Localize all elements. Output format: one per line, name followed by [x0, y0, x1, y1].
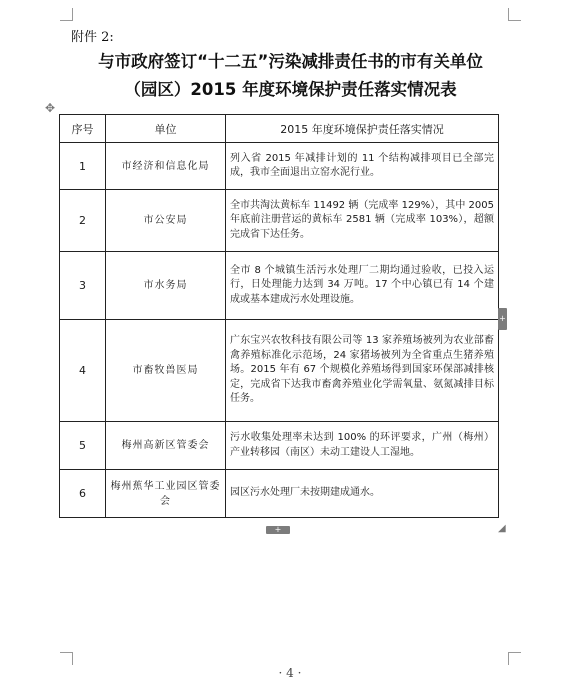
table-row [60, 143, 499, 190]
row-status: 污水收集处理率未达到 100% 的环评要求，广州（梅州）产业转移园（南区）未动工建设人工湿地。 [226, 422, 499, 470]
row-seq: 3 [60, 252, 106, 320]
row-unit: 市公安局 [106, 190, 226, 252]
table-row [60, 190, 499, 252]
row-unit: 梅州高新区管委会 [106, 422, 226, 470]
table-row [60, 320, 499, 422]
row-status: 全市共淘汰黄标车 11492 辆（完成率 129%），其中 2005 年底前注册营运的黄标车 2581 辆（完成率 103%），超额完成省下达任务。 [226, 190, 499, 252]
header-seq: 序号 [60, 115, 106, 143]
table-header-row [60, 115, 499, 143]
add-column-icon[interactable]: + [266, 526, 290, 534]
attachment-label: 附件 2: [71, 30, 114, 45]
row-status: 全市 8 个城镇生活污水处理厂二期均通过验收，已投入运行，日处理能力达到 34 万吨。17 个中心镇已有 14 个建成或基本建成污水处理设施。 [226, 252, 499, 320]
table-row [60, 252, 499, 320]
document-title-line1: 与市政府签订“十二五”污染减排责任书的市有关单位 [98, 52, 483, 71]
row-unit: 市经济和信息化局 [106, 143, 226, 190]
page-corner-bottom-left [60, 652, 73, 665]
page-corner-bottom-right [508, 652, 521, 665]
document-title-line2: （园区）2015 年度环境保护责任落实情况表 [124, 80, 457, 99]
page-number: · 4 · [278, 666, 302, 680]
table-row [60, 422, 499, 470]
row-unit: 市水务局 [106, 252, 226, 320]
page-corner-top-right [508, 8, 521, 21]
header-unit: 单位 [106, 115, 226, 143]
row-seq: 6 [60, 470, 106, 518]
row-seq: 4 [60, 320, 106, 422]
row-status: 广东宝兴农牧科技有限公司等 13 家养殖场被列为农业部畜禽养殖标准化示范场，24 家猪场被列为全省重点生猪养殖场。2015 年有 67 个规模化养殖场得到国家环保部减排核定，完成省下达我市畜禽养殖业化学需氧量、氨氮减排目标任务。 [226, 320, 499, 422]
row-seq: 5 [60, 422, 106, 470]
table-resize-icon[interactable]: ◢ [498, 523, 506, 534]
table-row [60, 470, 499, 518]
row-status: 列入省 2015 年减排计划的 11 个结构减排项目已全部完成，我市全面退出立窑水泥行业。 [226, 143, 499, 190]
responsibility-table [59, 114, 499, 518]
row-seq: 1 [60, 143, 106, 190]
add-row-icon[interactable]: + [498, 308, 507, 330]
row-unit: 市畜牧兽医局 [106, 320, 226, 422]
row-status: 园区污水处理厂未按期建成通水。 [226, 470, 499, 518]
page-corner-top-left [60, 8, 73, 21]
row-seq: 2 [60, 190, 106, 252]
table-move-handle-icon[interactable]: ✥ [45, 101, 56, 115]
row-unit: 梅州蕉华工业园区管委会 [106, 470, 226, 518]
header-status: 2015 年度环境保护责任落实情况 [226, 115, 499, 143]
